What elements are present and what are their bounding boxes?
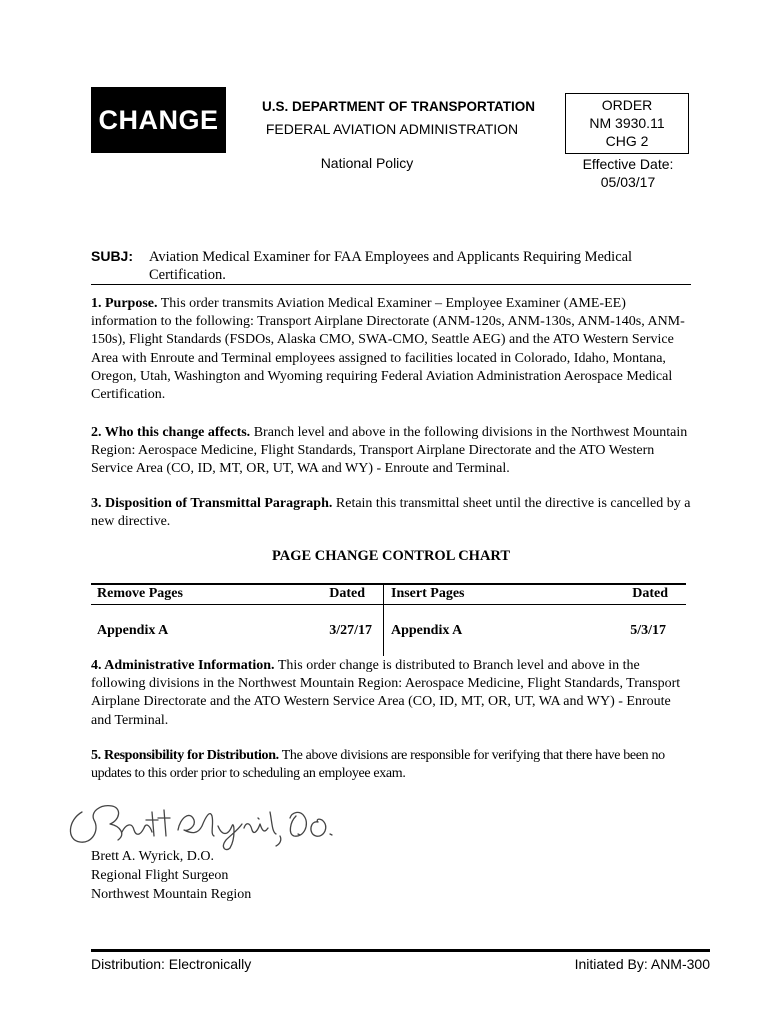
table-cell-remove-date: 3/27/17	[329, 623, 372, 638]
section-text: Retain this transmittal sheet until the directive is cancelled by a new directive.	[91, 496, 691, 530]
table-cell-insert-page: Appendix A	[391, 623, 463, 638]
section-heading: 1. Purpose.	[91, 296, 158, 311]
section-administrative	[91, 657, 691, 730]
initiated-by: Initiated By: ANM-300	[574, 956, 710, 972]
table-cell-insert-date: 5/3/17	[630, 623, 666, 638]
section-text: This order change is distributed to Branch level and above in the following divisions in the Northwest Mountain Region: Aerospace Medicine, Flight Standards, Transport Airplane Directorate and the ATO Western Service Area (CO, ID, MT, OR, UT, WA and WY) - Enroute and Terminal.	[91, 658, 681, 728]
table-header-remove-pages: Remove Pages	[97, 586, 183, 601]
section-disposition	[91, 495, 691, 531]
section-text: The above divisions are responsible for verifying that there have been no updates to this order prior to scheduling an employee exam.	[91, 748, 665, 782]
section-affects	[91, 424, 691, 479]
table-header-rule	[91, 604, 686, 605]
table-cell-remove-page: Appendix A	[97, 623, 169, 638]
order-number: NM 3930.11	[589, 115, 665, 131]
handwritten-signature	[60, 790, 340, 855]
effective-label: Effective Date:	[582, 156, 674, 172]
section-text: This order transmits Aviation Medical Examiner – Employee Examiner (AME-EE) information to the following: Transport Airplane Directorate (ANM-120s, ANM-130s, ANM-140s, ANM-150s), Flight Standards (FSDOs, Alaska CMO, SWA-CMO, Seattle AEG) and the ATO Western Service Area with Enroute and Terminal employees assigned to facilities located in Colorado, Idaho, Montana, Oregon, Utah, Washington and Wyoming requiring Federal Aviation Administration Aerospace Medical Certification.	[91, 296, 685, 403]
agency-name: FEDERAL AVIATION ADMINISTRATION	[265, 121, 519, 137]
table-top-rule	[91, 583, 686, 585]
effective-date: 05/03/17	[600, 174, 656, 190]
section-responsibility	[91, 747, 691, 783]
signature-block	[91, 847, 251, 904]
department-name: U.S. DEPARTMENT OF TRANSPORTATION	[262, 99, 535, 114]
section-text: Branch level and above in the following divisions in the Northwest Mountain Region: Aerospace Medicine, Flight Standards, Transport Airplane Directorate and the ATO Western Service Area (CO, ID, MT, OR, UT, WA and WY) - Enroute and Terminal.	[91, 425, 688, 477]
section-purpose	[91, 295, 691, 404]
distribution-note: Distribution: Electronically	[91, 956, 252, 972]
section-heading: 2. Who this change affects.	[91, 425, 251, 440]
change-chart-title: PAGE CHANGE CONTROL CHART	[271, 548, 511, 564]
footer-divider	[91, 949, 710, 952]
section-heading: 3. Disposition of Transmittal Paragraph.	[91, 496, 333, 511]
table-column-divider	[383, 583, 384, 656]
change-number: CHG 2	[605, 133, 649, 149]
table-header-dated: Dated	[329, 586, 365, 601]
signer-region: Northwest Mountain Region	[91, 887, 252, 902]
table-header-dated: Dated	[632, 586, 668, 601]
signer-name: Brett A. Wyrick, D.O.	[91, 849, 214, 864]
section-heading: 4. Administrative Information.	[91, 658, 275, 673]
order-label: ORDER	[601, 97, 653, 113]
table-header-insert-pages: Insert Pages	[391, 586, 465, 601]
section-heading: 5. Responsibility for Distribution.	[91, 748, 279, 763]
order-box	[565, 93, 689, 154]
signer-title: Regional Flight Surgeon	[91, 868, 229, 883]
subject-text: Aviation Medical Examiner for FAA Employees and Applicants Requiring Medical Certification.	[149, 249, 633, 283]
change-stamp: CHANGE	[91, 87, 226, 153]
policy-type: National Policy	[320, 155, 414, 171]
effective-date-block	[565, 155, 691, 191]
subject-label: SUBJ:	[91, 248, 134, 264]
subject-divider	[91, 284, 691, 285]
